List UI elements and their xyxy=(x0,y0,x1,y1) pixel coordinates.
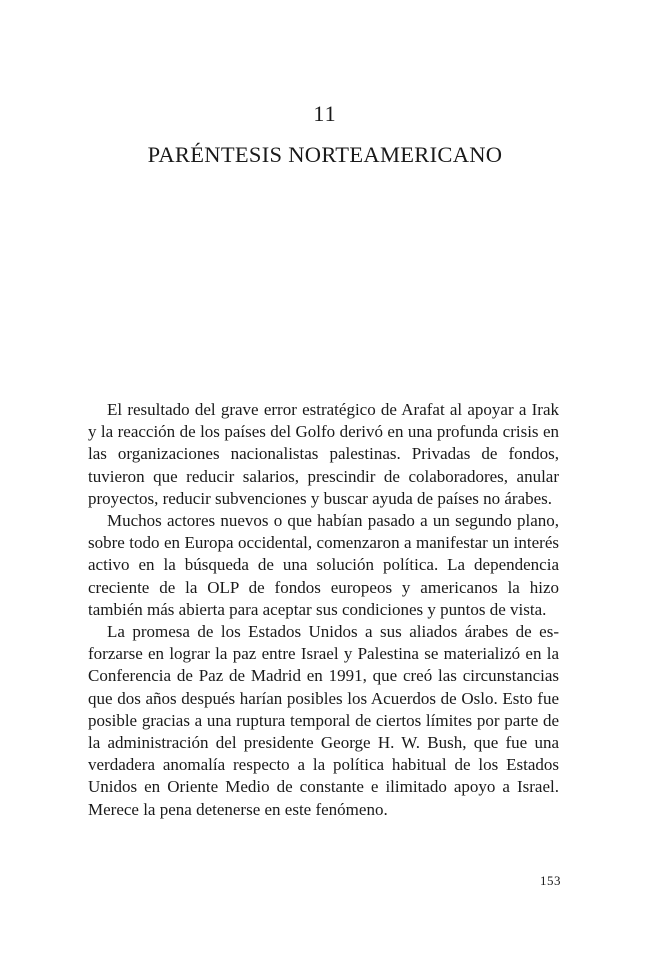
paragraph-2: Muchos actores nuevos o que habían pasado a un segundo plano, sobre todo en Europa occidental, comenzaron a manifestar un interés activo en la búsqueda de una solución política. La dependencia creciente de la OLP de fondos europeos y americanos la hizo también más abierta para aceptar sus condiciones y puntos de vista. xyxy=(88,511,559,619)
paragraph-3: La promesa de los Estados Unidos a sus aliados árabes de esforzarse en lograr la paz entre Israel y Palestina se materializó en la Conferencia de Paz de Madrid en 1991, que creó las circunstancias que dos años después harían posibles los Acuerdos de Oslo. Esto fue posible gracias a una ruptura temporal de ciertos límites por parte de la administración del presidente George H. W. Bush, que fue una verdadera anomalía respecto a la política habitual de los Estados Unidos en Oriente Medio de constante e ilimitado apoyo a Israel. Merece la pena detenerse en este fenómeno. xyxy=(88,622,559,819)
page-number: 153 xyxy=(540,873,561,888)
paragraph-1: El resultado del grave error estratégico de Arafat al apoyar a Irak y la reacción de los países del Golfo derivó en una profunda crisis en las organizaciones nacionalistas palestinas. Privadas de fondos, tuvieron que reducir salarios, prescindir de colaboradores, anular proyectos, reducir subvenciones y buscar ayuda de países no árabes. xyxy=(88,400,559,508)
chapter-title: PARÉNTESIS NORTEAMERICANO xyxy=(147,142,503,167)
chapter-number: 11 xyxy=(313,101,337,126)
body-text xyxy=(88,399,559,821)
